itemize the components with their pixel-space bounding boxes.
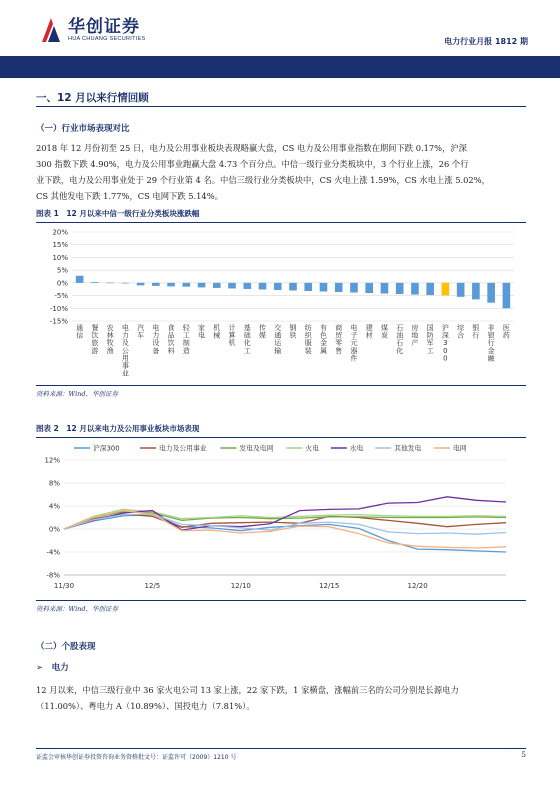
svg-text:金: 金 xyxy=(319,339,327,348)
x-tick-label: 有 xyxy=(319,324,327,332)
x-tick-label: 国 xyxy=(426,324,434,332)
figure2-rule xyxy=(36,437,526,438)
bar xyxy=(91,282,99,283)
x-tick-label: 轻 xyxy=(182,324,190,332)
subsection-title-2: （二）个股表现 xyxy=(36,642,96,652)
bar xyxy=(183,283,191,287)
bar xyxy=(335,283,343,292)
y-tick-label: 5% xyxy=(56,266,68,275)
x-tick-label: 12/15 xyxy=(319,582,340,590)
x-tick-label: 机 xyxy=(213,324,221,332)
page-number: 5 xyxy=(521,751,526,759)
svg-text:备: 备 xyxy=(152,346,160,355)
svg-text:织: 织 xyxy=(304,331,312,340)
bar xyxy=(243,283,251,289)
svg-text:0: 0 xyxy=(443,346,448,355)
svg-text:属: 属 xyxy=(319,346,327,355)
svg-text:公: 公 xyxy=(121,346,129,355)
figure1-chart xyxy=(36,224,526,384)
figure2-chart xyxy=(36,440,526,598)
x-tick-label: 家 xyxy=(198,324,206,332)
x-tick-label: 食 xyxy=(167,324,175,332)
y-tick-label: -4% xyxy=(46,548,60,557)
bar xyxy=(122,283,130,284)
report-title: 电力行业月报 1812 期 xyxy=(444,37,528,46)
svg-text:产: 产 xyxy=(411,339,419,348)
svg-text:化: 化 xyxy=(396,346,404,355)
x-tick-label: 传 xyxy=(259,324,267,332)
svg-text:行: 行 xyxy=(472,331,480,340)
svg-text:油: 油 xyxy=(396,331,404,340)
bar xyxy=(365,283,373,293)
svg-text:深: 深 xyxy=(441,331,449,340)
bar xyxy=(213,283,221,288)
x-tick-label: 12/20 xyxy=(407,582,428,590)
legend-label: 电力及公用事业 xyxy=(159,444,207,453)
x-tick-label: 餐 xyxy=(91,324,99,332)
svg-text:渔: 渔 xyxy=(106,346,114,355)
paragraph-line: 业下跌，电力及公用事业处于 29 个行业第 4 名。中信三级行业分类板块中，CS 火电上涨 1.59%，CS 水电上涨 5.02%， xyxy=(36,175,490,185)
svg-text:械: 械 xyxy=(213,331,221,340)
y-tick-label: 0% xyxy=(48,525,60,534)
paragraph-line: 2018 年 12 月份初至 25 日，电力及公用事业板块表现略赢大盘，CS 电力及公用事业指数在期间下跌 0.17%，沪深 xyxy=(36,143,467,153)
bar xyxy=(76,276,84,283)
svg-text:用: 用 xyxy=(121,354,129,363)
legend-label: 其他发电 xyxy=(394,444,422,453)
header-bar xyxy=(0,56,560,78)
y-tick-label: 10% xyxy=(52,253,68,262)
svg-text:造: 造 xyxy=(182,346,190,355)
svg-text:机: 机 xyxy=(228,339,236,348)
bar xyxy=(442,283,450,295)
y-tick-label: 12% xyxy=(44,456,60,465)
bar xyxy=(411,283,419,295)
bar xyxy=(503,283,511,308)
x-tick-label: 纺 xyxy=(304,324,312,332)
svg-text:输: 输 xyxy=(274,346,282,355)
svg-text:算: 算 xyxy=(228,331,236,340)
svg-text:装: 装 xyxy=(304,346,312,355)
svg-text:品: 品 xyxy=(167,331,175,340)
svg-text:牧: 牧 xyxy=(106,339,114,348)
bar xyxy=(274,283,282,290)
y-tick-label: -8% xyxy=(46,571,60,580)
paragraph-line: 300 指数下跌 4.90%，电力及公用事业跑赢大盘 4.73 个百分点。中信一级行业分类板块中，3 个行业上涨，26 个行 xyxy=(36,159,469,169)
svg-text:旅: 旅 xyxy=(91,339,99,348)
y-tick-label: 4% xyxy=(48,502,60,511)
bar xyxy=(152,283,160,286)
legend-label: 沪深300 xyxy=(93,444,120,453)
market-summary-paragraph xyxy=(36,140,526,204)
paragraph-line: CS 其他发电下跌 1.77%，CS 电网下跌 5.14%。 xyxy=(36,191,223,201)
x-tick-label: 12/5 xyxy=(144,582,161,590)
legend-label: 电网 xyxy=(453,444,467,453)
bar xyxy=(106,283,114,284)
x-tick-label: 建 xyxy=(365,324,373,332)
svg-text:件: 件 xyxy=(350,354,358,363)
figure2-bottom-rule xyxy=(36,600,526,601)
svg-text:铁: 铁 xyxy=(289,331,297,340)
svg-text:工: 工 xyxy=(243,346,251,355)
bar xyxy=(167,283,175,287)
svg-text:工: 工 xyxy=(426,346,434,355)
svg-text:售: 售 xyxy=(335,346,343,355)
legend-label: 水电 xyxy=(349,444,364,453)
y-tick-label: 0% xyxy=(56,279,68,288)
svg-text:药: 药 xyxy=(502,331,510,340)
bar xyxy=(198,283,206,288)
section-title: 一、12 月以来行情回顾 xyxy=(36,92,149,104)
legend-label: 发电及电网 xyxy=(239,444,274,453)
x-tick-label: 商 xyxy=(335,324,343,332)
svg-text:零: 零 xyxy=(335,339,343,348)
svg-text:0: 0 xyxy=(443,354,448,363)
svg-text:合: 合 xyxy=(457,331,465,340)
svg-text:林: 林 xyxy=(106,331,114,340)
x-tick-label: 交 xyxy=(274,324,282,332)
paragraph-line: （11.00%）、粤电力 A（10.89%）、国投电力（7.81%）。 xyxy=(36,701,255,711)
x-tick-label: 沪 xyxy=(441,324,449,332)
logo-mark-icon xyxy=(40,16,62,44)
subsection-title: （一）行业市场表现对比 xyxy=(36,124,130,134)
svg-text:器: 器 xyxy=(350,346,358,355)
logo-chinese-name: 华创证券 xyxy=(68,17,140,37)
svg-text:车: 车 xyxy=(137,331,145,340)
svg-text:工: 工 xyxy=(182,331,190,340)
y-tick-label: 8% xyxy=(48,479,60,488)
company-logo xyxy=(40,16,146,44)
bullet-heading: ➢ 电力 xyxy=(36,663,69,673)
x-tick-label: 石 xyxy=(396,324,404,332)
svg-text:业: 业 xyxy=(121,369,129,378)
svg-text:炭: 炭 xyxy=(380,331,388,340)
bar xyxy=(487,283,495,303)
bar xyxy=(259,283,267,290)
line-chart xyxy=(36,440,526,598)
x-tick-label: 医 xyxy=(502,324,510,332)
svg-text:游: 游 xyxy=(91,346,99,355)
y-tick-label: -15% xyxy=(49,317,68,326)
section-divider xyxy=(36,106,526,107)
svg-text:料: 料 xyxy=(167,346,175,355)
x-tick-label: 煤 xyxy=(380,324,388,332)
x-tick-label: 电 xyxy=(350,324,358,332)
figure2-source: 资料来源：Wind、华创证券 xyxy=(36,605,118,613)
svg-text:行: 行 xyxy=(487,339,495,348)
svg-text:饮: 饮 xyxy=(91,331,99,340)
x-tick-label: 银 xyxy=(472,324,480,332)
figure1-title: 图表 1 12 月以来中信一级行业分类板块涨跌幅 xyxy=(36,209,200,218)
bar xyxy=(426,283,434,295)
svg-text:事: 事 xyxy=(121,362,129,370)
svg-text:材: 材 xyxy=(365,331,373,340)
bar xyxy=(228,283,236,289)
figure1-source: 资料来源：Wind、华创证券 xyxy=(36,390,118,398)
svg-text:设: 设 xyxy=(152,339,160,348)
x-tick-label: 电 xyxy=(121,324,129,332)
bar xyxy=(137,283,145,286)
svg-text:媒: 媒 xyxy=(259,331,267,340)
logo-english-name: HUA CHUANG SECURITIES xyxy=(68,36,146,42)
y-tick-label: 20% xyxy=(52,228,68,237)
svg-text:银: 银 xyxy=(487,331,495,340)
series-line xyxy=(64,497,506,530)
svg-text:融: 融 xyxy=(487,354,495,363)
x-tick-label: 12/10 xyxy=(230,582,251,590)
bar-chart xyxy=(36,224,526,384)
bar xyxy=(381,283,389,294)
svg-text:力: 力 xyxy=(121,331,129,340)
x-tick-label: 综 xyxy=(457,324,465,332)
y-tick-label: -10% xyxy=(49,304,68,313)
svg-text:防: 防 xyxy=(426,331,434,340)
svg-text:金: 金 xyxy=(487,346,495,355)
legend-label: 火电 xyxy=(305,444,319,453)
x-tick-label: 计 xyxy=(228,324,236,332)
figure1-rule xyxy=(36,222,526,223)
x-tick-label: 钢 xyxy=(289,324,297,332)
x-tick-label: 基 xyxy=(243,324,251,332)
bar xyxy=(320,283,328,292)
y-tick-label: -5% xyxy=(54,292,68,301)
x-tick-label: 通 xyxy=(76,324,84,332)
figure1-bottom-rule xyxy=(36,385,526,386)
svg-text:贸: 贸 xyxy=(335,331,343,340)
svg-text:信: 信 xyxy=(76,331,84,340)
bar xyxy=(472,283,480,300)
x-tick-label: 农 xyxy=(106,324,114,332)
bar xyxy=(350,283,358,293)
svg-text:元: 元 xyxy=(350,339,358,348)
svg-text:色: 色 xyxy=(319,331,327,340)
footer-rule xyxy=(36,748,526,749)
y-tick-label: 15% xyxy=(52,241,68,250)
svg-text:军: 军 xyxy=(426,339,434,348)
bar xyxy=(457,283,465,297)
paragraph-line: 12 月以来，中信三级行业中 36 家火电公司 13 家上涨，22 家下跌，1 家横盘，涨幅前三名的公司分别是长源电力 xyxy=(36,685,459,695)
footer-license: 证监会审核华创证券投资咨询业务资格批文号：证监许可（2009）1210 号 xyxy=(36,754,237,761)
x-tick-label: 11/30 xyxy=(53,582,75,590)
svg-text:础: 础 xyxy=(243,331,251,340)
x-tick-label: 电 xyxy=(152,324,160,332)
svg-text:子: 子 xyxy=(350,331,358,340)
svg-text:运: 运 xyxy=(274,339,282,348)
x-tick-label: 汽 xyxy=(137,324,145,332)
page-header xyxy=(0,0,560,56)
svg-text:力: 力 xyxy=(152,331,160,340)
figure2-title: 图表 2 12 月以来电力及公用事业板块市场表现 xyxy=(36,424,200,433)
svg-text:石: 石 xyxy=(396,339,404,348)
svg-text:饮: 饮 xyxy=(167,339,175,348)
stock-performance-paragraph xyxy=(36,682,526,714)
svg-text:服: 服 xyxy=(304,339,312,348)
svg-text:化: 化 xyxy=(243,339,251,348)
svg-text:及: 及 xyxy=(121,339,129,348)
svg-text:地: 地 xyxy=(411,331,419,340)
svg-text:3: 3 xyxy=(443,339,448,348)
bar xyxy=(304,283,312,291)
svg-text:通: 通 xyxy=(274,331,282,340)
bar xyxy=(289,283,297,291)
svg-text:电: 电 xyxy=(198,331,206,340)
x-tick-label: 非 xyxy=(487,324,495,332)
svg-text:制: 制 xyxy=(182,339,190,348)
bar xyxy=(396,283,404,294)
x-tick-label: 房 xyxy=(411,324,419,332)
